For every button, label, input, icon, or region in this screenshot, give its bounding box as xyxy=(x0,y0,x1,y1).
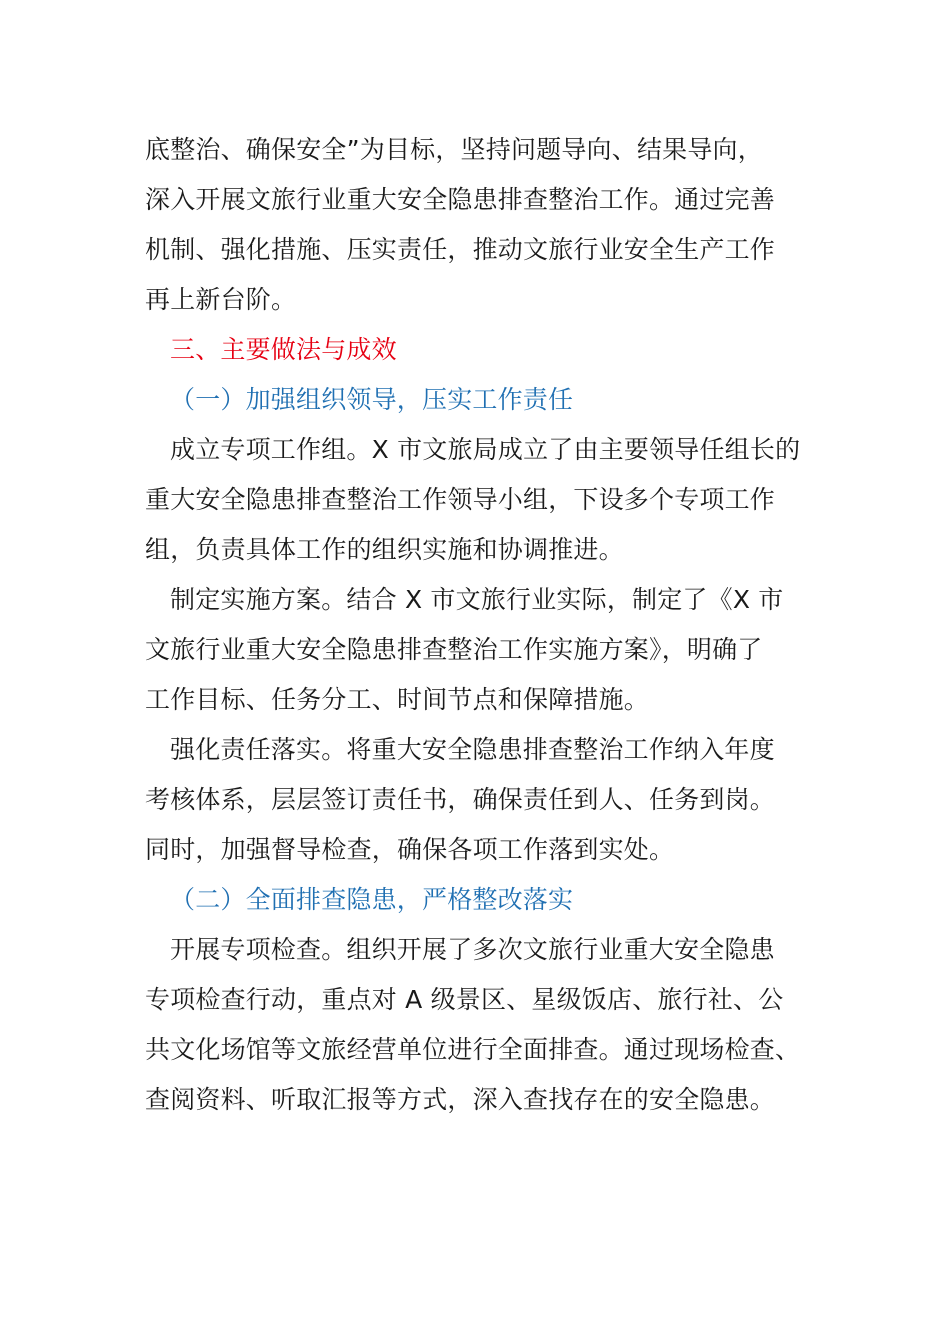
intro-line: 底整治、确保安全”为目标，坚持问题导向、结果导向， xyxy=(145,135,763,164)
subsection-heading: （一）加强组织领导，压实工作责任 xyxy=(170,385,574,414)
paragraph-line: 专项检查行动，重点对 A 级景区、星级饭店、旅行社、公 xyxy=(145,985,784,1014)
paragraph-line: 文旅行业重大安全隐患排查整治工作实施方案》，明确了 xyxy=(145,635,763,664)
paragraph-line: 开展专项检查。组织开展了多次文旅行业重大安全隐患 xyxy=(170,935,775,964)
intro-line: 深入开展文旅行业重大安全隐患排查整治工作。通过完善 xyxy=(145,185,776,214)
paragraph-line: 查阅资料、听取汇报等方式，深入查找存在的安全隐患。 xyxy=(145,1085,776,1114)
intro-line: 机制、强化措施、压实责任，推动文旅行业安全生产工作 xyxy=(145,235,776,264)
paragraph-line: 工作目标、任务分工、时间节点和保障措施。 xyxy=(145,685,650,714)
subsection-heading: （二）全面排查隐患，严格整改落实 xyxy=(170,885,574,914)
paragraph-line: 制定实施方案。结合 X 市文旅行业实际，制定了《X 市 xyxy=(170,585,784,614)
paragraph-line: 考核体系，层层签订责任书，确保责任到人、任务到岗。 xyxy=(145,785,776,814)
intro-line: 再上新台阶。 xyxy=(145,285,297,314)
paragraph-line: 共文化场馆等文旅经营单位进行全面排查。通过现场检查、 xyxy=(145,1035,801,1064)
paragraph-line: 成立专项工作组。X 市文旅局成立了由主要领导任组长的 xyxy=(170,435,801,464)
paragraph-line: 强化责任落实。将重大安全隐患排查整治工作纳入年度 xyxy=(170,735,775,764)
paragraph-line: 同时，加强督导检查，确保各项工作落到实处。 xyxy=(145,835,675,864)
paragraph-line: 组，负责具体工作的组织实施和协调推进。 xyxy=(145,535,624,564)
paragraph-line: 重大安全隐患排查整治工作领导小组，下设多个专项工作 xyxy=(145,485,776,514)
section-heading: 三、主要做法与成效 xyxy=(170,335,397,364)
